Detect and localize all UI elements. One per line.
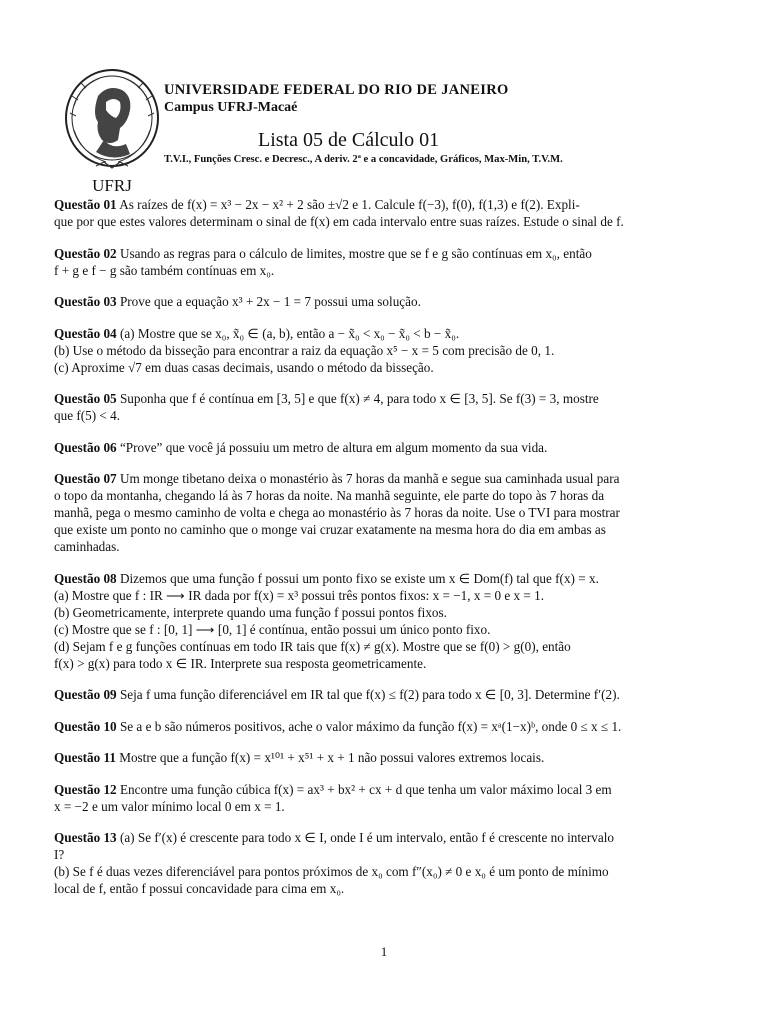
question-text: (b) Se f é duas vezes diferenciável para pontos próximos de x₀ com f″(x₀) ≠ 0 e x₀ é um ponto de mínimo: [54, 864, 609, 879]
question-text: (d) Sejam f e g funções contínuas em todo IR tais que f(x) ≠ g(x). Mostre que se f(0) > g(0), então: [54, 638, 571, 654]
question-line: [54, 798, 714, 815]
question-line: [54, 621, 714, 638]
question-line: [54, 487, 714, 504]
question-line: [54, 325, 714, 342]
question-item: [54, 439, 714, 456]
question-line: [54, 439, 714, 456]
page-number: 1: [380, 944, 388, 959]
question-text: (c) Aproxime √7 em duas casas decimais, usando o método da bisseção.: [54, 359, 434, 375]
question-text: Usando as regras para o cálculo de limites, mostre que se f e g são contínuas em x₀, então: [119, 245, 592, 261]
question-label: Questão 04: [54, 325, 117, 341]
campus-name: Campus UFRJ-Macaé: [164, 100, 298, 115]
question-text: Prove que a equação x³ + 2x − 1 = 7 possui uma solução.: [119, 294, 421, 309]
question-label: Questão 05: [54, 391, 117, 406]
question-text: (a) Mostre que se x₀, x̃₀ ∈ (a, b), então a − x̃₀ < x₀ − x̃₀ < b − x̃₀.: [119, 325, 460, 341]
question-text: Dizemos que uma função f possui um ponto fixo se existe um x ∈ Dom(f) tal que f(x) = x.: [119, 570, 599, 586]
question-label: Questão 11: [54, 750, 116, 765]
question-text: o topo da montanha, chegando lá às 7 horas da noite. Na manhã seguinte, ele parte do topo às 7 horas da: [54, 488, 605, 503]
question-label: Questão 02: [54, 245, 117, 261]
question-item: [54, 686, 714, 703]
question-text: (a) Se f′(x) é crescente para todo x ∈ I, onde I é um intervalo, então f é crescente no intervalo: [119, 830, 614, 845]
question-label: Questão 08: [54, 570, 117, 586]
question-line: [54, 293, 714, 310]
question-line: [54, 718, 714, 735]
question-label: Questão 12: [54, 781, 117, 797]
question-line: [54, 407, 714, 424]
question-item: [54, 718, 714, 735]
question-text: manhã, pega o mesmo caminho de volta e chega ao monastério às 7 horas da noite. Use o TVI para mostrar: [54, 505, 620, 520]
question-text: (b) Use o método da bisseção para encontrar a raiz da equação x⁵ − x = 5 com precisão de 0, 1.: [54, 342, 555, 358]
question-line: [54, 213, 714, 230]
question-label: Questão 06: [54, 439, 117, 455]
question-line: [54, 262, 714, 279]
question-text: caminhadas.: [54, 539, 120, 554]
question-label: Questão 09: [54, 687, 117, 702]
question-line: [54, 570, 714, 587]
question-line: [54, 470, 714, 487]
question-text: Um monge tibetano deixa o monastério às 7 horas da manhã e segue sua caminhada usual para: [119, 471, 620, 486]
list-title: Lista 05 de Cálculo 01: [258, 129, 440, 151]
ufrj-seal-logo: [60, 66, 164, 186]
question-line: [54, 749, 714, 766]
question-text: (c) Mostre que se f : [0, 1] ⟶ [0, 1] é contínua, então possui um único ponto fixo.: [54, 621, 491, 637]
question-line: [54, 359, 714, 376]
question-text: (a) Mostre que f : IR ⟶ IR dada por f(x) = x³ possui três pontos fixos: x = −1, x = 0 e x = 1.: [54, 587, 545, 603]
question-line: [54, 196, 714, 213]
question-text: que por que estes valores determinam o sinal de f(x) em cada intervalo entre suas raízes. Estude o sinal de f.: [54, 214, 624, 229]
question-text: Mostre que a função f(x) = x¹⁰¹ + x⁵¹ + x + 1 não possui valores extremos locais.: [119, 750, 545, 765]
question-line: [54, 604, 714, 621]
question-line: [54, 587, 714, 604]
question-list: [54, 196, 714, 912]
question-text: x = −2 e um valor mínimo local 0 em x = 1.: [54, 798, 285, 814]
question-label: Questão 10: [54, 718, 117, 734]
question-item: [54, 196, 714, 230]
question-item: [54, 781, 714, 815]
question-item: [54, 749, 714, 766]
question-item: [54, 470, 714, 555]
question-text: “Prove” que você já possuiu um metro de altura em algum momento da sua vida.: [119, 439, 548, 455]
question-line: [54, 521, 714, 538]
question-text: local de f, então f possui concavidade para cima em x₀.: [54, 881, 345, 896]
question-text: Encontre uma função cúbica f(x) = ax³ + bx² + cx + d que tenha um valor máximo local 3 em: [119, 781, 612, 797]
question-line: [54, 655, 714, 672]
question-line: [54, 538, 714, 555]
question-item: [54, 829, 714, 897]
seal-caption: UFRJ: [92, 176, 132, 195]
question-item: [54, 325, 714, 376]
question-text: (b) Geometricamente, interprete quando uma função f possui pontos fixos.: [54, 604, 447, 620]
header: [52, 66, 732, 198]
question-text: Seja f uma função diferenciável em IR tal que f(x) ≤ f(2) para todo x ∈ [0, 3]. Determine f′(2).: [119, 687, 620, 702]
question-line: [54, 880, 714, 897]
university-name: UNIVERSIDADE FEDERAL DO RIO DE JANEIRO: [164, 82, 509, 98]
question-text: f + g e f − g são também contínuas em x₀.: [54, 262, 275, 278]
question-line: [54, 781, 714, 798]
question-text: As raízes de f(x) = x³ − 2x − x² + 2 são ±√2 e 1. Calcule f(−3), f(0), f(1,3) e f(2). Expli-: [119, 197, 580, 212]
list-subtitle: T.V.I., Funções Cresc. e Decresc., A deriv. 2ª e a concavidade, Gráficos, Max-Min, T.V.M.: [164, 154, 563, 165]
question-text: que existe um ponto no caminho que o monge vai cruzar exatamente na mesma hora do dia em ambas as: [54, 522, 606, 537]
question-label: Questão 03: [54, 294, 117, 309]
question-item: [54, 245, 714, 279]
question-item: [54, 390, 714, 424]
question-item: [54, 293, 714, 310]
question-label: Questão 13: [54, 830, 117, 845]
question-label: Questão 07: [54, 471, 117, 486]
question-text: Se a e b são números positivos, ache o valor máximo da função f(x) = xᵃ(1−x)ᵇ, onde 0 ≤ x ≤ 1.: [119, 718, 622, 734]
question-line: [54, 390, 714, 407]
question-line: [54, 504, 714, 521]
question-line: [54, 846, 714, 863]
question-item: [54, 570, 714, 672]
question-label: Questão 01: [54, 197, 117, 212]
question-line: [54, 638, 714, 655]
question-text: Suponha que f é contínua em [3, 5] e que f(x) ≠ 4, para todo x ∈ [3, 5]. Se f(3) = 3, mostre: [119, 391, 599, 406]
question-line: [54, 245, 714, 262]
question-text: I?: [54, 847, 65, 862]
question-line: [54, 863, 714, 880]
question-line: [54, 686, 714, 703]
question-text: f(x) > g(x) para todo x ∈ IR. Interprete sua resposta geometricamente.: [54, 655, 427, 671]
question-line: [54, 342, 714, 359]
question-text: que f(5) < 4.: [54, 408, 121, 423]
question-line: [54, 829, 714, 846]
